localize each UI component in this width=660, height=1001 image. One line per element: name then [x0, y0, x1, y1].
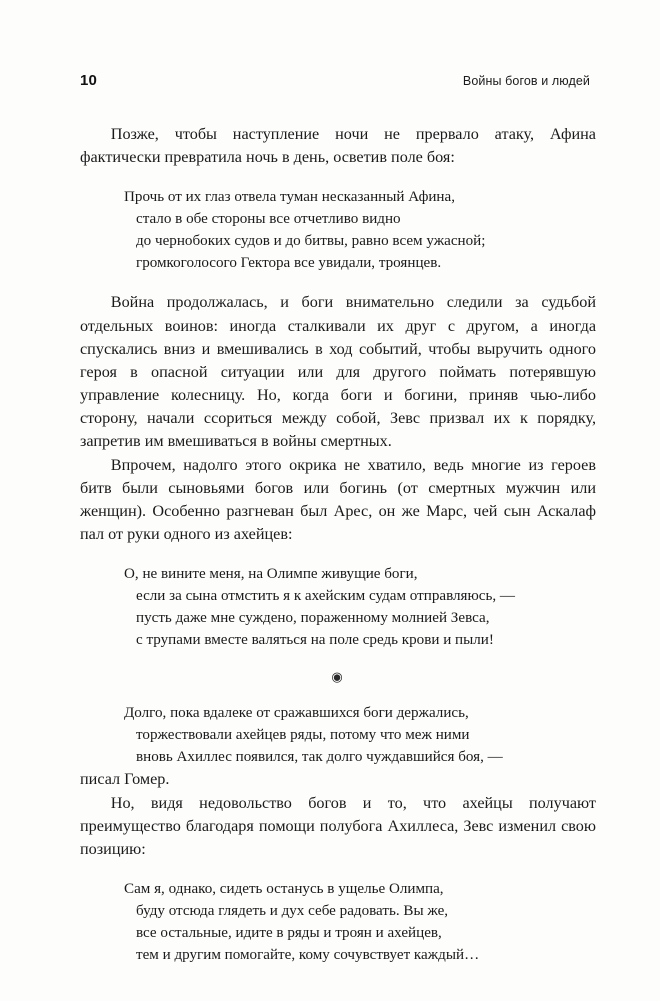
running-head — [80, 72, 596, 89]
verse-line: пусть даже мне суждено, пораженному молнией Зевса, — [136, 610, 490, 627]
verse-block-1 — [80, 186, 596, 274]
paragraph-5: Но, видя недовольство богов и то, что ахейцы получают преимущество благодаря помощи полубога Ахиллеса, Зевс изменил свою позицию: — [80, 793, 596, 858]
ornament-divider: ◉ — [331, 669, 345, 685]
verse-block-2 — [80, 563, 596, 651]
verse-line: Долго, пока вдалеке от сражавшихся боги держались, — [124, 705, 469, 722]
page-body — [80, 123, 596, 966]
running-title: Войны богов и людей — [462, 74, 590, 88]
verse-block-4 — [80, 878, 596, 966]
verse-line: торжествовали ахейцев ряды, потому что меж ними — [136, 727, 470, 744]
verse-line: с трупами вместе валяться на поле средь крови и пыли! — [136, 632, 494, 649]
page-number: 10 — [80, 72, 98, 89]
verse-block-3 — [80, 702, 596, 768]
verse-line: Прочь от их глаз отвела туман несказанный Афина, — [124, 189, 455, 206]
verse-line: О, не вините меня, на Олимпе живущие боги, — [124, 566, 418, 583]
verse-line: до чернобоких судов и до битвы, равно всем ужасной; — [136, 233, 486, 250]
paragraph-2: Война продолжалась, и боги внимательно следили за судьбой отдельных воинов: иногда сталкивали их друг с другом, а иногда спускались вниз и вмешивались в ход событий, чтобы выручить одного героя в опасной ситуации или для другого поймать потерявшую управление колесницу. Но, когда боги и богини, приняв чью-либо сторону, начали ссориться между собой, Зевс призвал их к порядку, запретив им вмешиваться в войны смертных. — [80, 293, 596, 451]
verse-line: стало в обе стороны все отчетливо видно — [136, 211, 401, 228]
verse-line: если за сына отмстить я к ахейским судам отправляюсь, — — [136, 588, 515, 605]
verse-line: Сам я, однако, сидеть останусь в ущелье Олимпа, — [124, 881, 444, 897]
verse-line: все остальные, идите в ряды и троян и ахейцев, — [136, 925, 442, 942]
verse-line: громкоголосого Гектора все увидали, троянцев. — [136, 255, 442, 272]
verse-line: вновь Ахиллес появился, так долго чуждавшийся боя, — — [136, 749, 503, 766]
paragraph-4: писал Гомер. — [80, 770, 170, 789]
verse-line: тем и другим помогайте, кому сочувствует каждый… — [136, 947, 480, 964]
verse-line: буду отсюда глядеть и дух себе радовать. Вы же, — [136, 903, 449, 920]
paragraph-3: Впрочем, надолго этого окрика не хватило, ведь многие из героев битв были сыновьями богов или богинь (от смертных мужчин или женщин). Особенно разгневан был Арес, он же Марс, чей сын Аскалаф пал от руки одного из ахейцев: — [80, 455, 596, 543]
paragraph-1: Позже, чтобы наступление ночи не прервало атаку, Афина фактически превратила ночь в день, осветив поле боя: — [80, 125, 596, 167]
